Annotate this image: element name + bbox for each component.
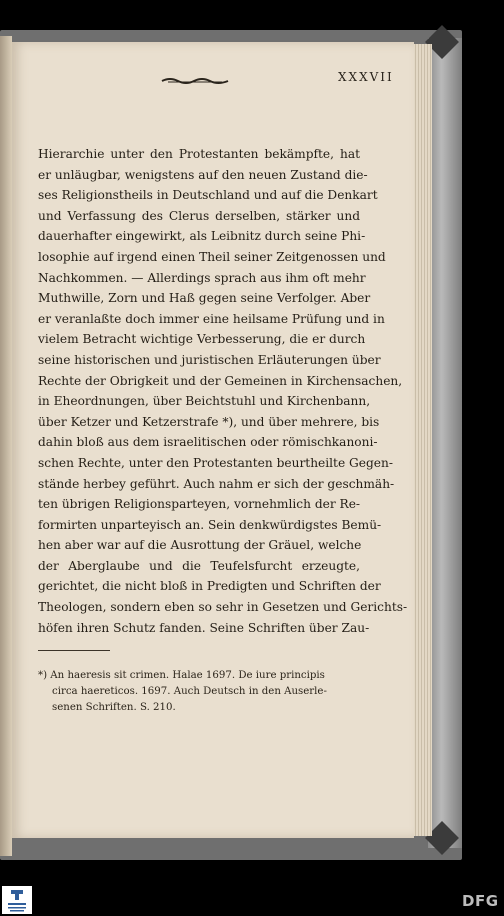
text-line: in Eheordnungen, über Beichtstuhl und Kirchenbann,: [38, 394, 371, 409]
ornament-rule: [160, 76, 230, 86]
text-line: er veranlaßte doch immer eine heilsame Prüfung und in: [38, 311, 385, 326]
text-line: dahin bloß aus dem israelitischen oder römischkanoni-: [38, 435, 378, 450]
text-line: vielem Betracht wichtige Verbesserung, die er durch: [38, 332, 366, 347]
footnote-line: senen Schriften. S. 210.: [52, 702, 176, 713]
text-line: höfen ihren Schutz fanden. Seine Schriften über Zau-: [38, 620, 370, 635]
body-text: [38, 144, 408, 638]
text-line: ses Religionstheils in Deutschland und auf die Denkart: [38, 188, 378, 203]
page-number: XXXVII: [338, 70, 394, 84]
text-line: formirten unparteyisch an. Sein denkwürdigstes Bemü-: [38, 517, 382, 532]
text-line: über Ketzer und Ketzerstrafe *), und über mehrere, bis: [38, 414, 380, 429]
text-line: Nachkommen. — Allerdings sprach aus ihm oft mehr: [38, 270, 366, 285]
text-line: und Verfassung des Clerus derselben, stärker und: [38, 208, 360, 223]
text-line: Muthwille, Zorn und Haß gegen seine Verfolger. Aber: [38, 291, 371, 306]
text-line: schen Rechte, unter den Protestanten beurtheilte Gegen-: [38, 455, 393, 470]
text-line: seine historischen und juristischen Erläuterungen über: [38, 352, 381, 367]
footnote-line: circa haereticos. 1697. Auch Deutsch in den Auserle-: [52, 686, 327, 697]
library-logo-icon: [2, 886, 32, 914]
footnote: [38, 668, 368, 716]
text-line: der Aberglaube und die Teufelsfurcht erzeugte,: [38, 558, 360, 573]
text-line: ten übrigen Religionsparteyen, vornehmlich der Re-: [38, 497, 361, 512]
text-line: stände herbey geführt. Auch nahm er sich der geschmäh-: [38, 476, 395, 491]
text-line: Theologen, sondern eben so sehr in Gesetzen und Gerichts-: [38, 600, 408, 615]
text-line: gerichtet, die nicht bloß in Predigten und Schriften der: [38, 579, 381, 594]
text-line: losophie auf irgend einen Theil seiner Zeitgenossen und: [38, 249, 386, 264]
text-line: er unläugbar, wenigstens auf den neuen Zustand die-: [38, 167, 368, 182]
dfg-logo: DFG: [462, 892, 499, 910]
viewer-bottom-bar: [0, 884, 504, 916]
footnote-divider: [38, 650, 110, 651]
text-line: hen aber war auf die Ausrottung der Gräuel, welche: [38, 538, 362, 553]
text-line: dauerhafter eingewirkt, als Leibnitz durch seine Phi-: [38, 229, 366, 244]
footnote-line: *) An haeresis sit crimen. Halae 1697. De iure principis: [38, 670, 325, 681]
text-line: Rechte der Obrigkeit und der Gemeinen in Kirchensachen,: [38, 373, 403, 388]
text-line: Hierarchie unter den Protestanten bekämpfte, hat: [38, 147, 360, 161]
book-spine: [0, 36, 12, 856]
back-cover-edge: [428, 38, 462, 848]
